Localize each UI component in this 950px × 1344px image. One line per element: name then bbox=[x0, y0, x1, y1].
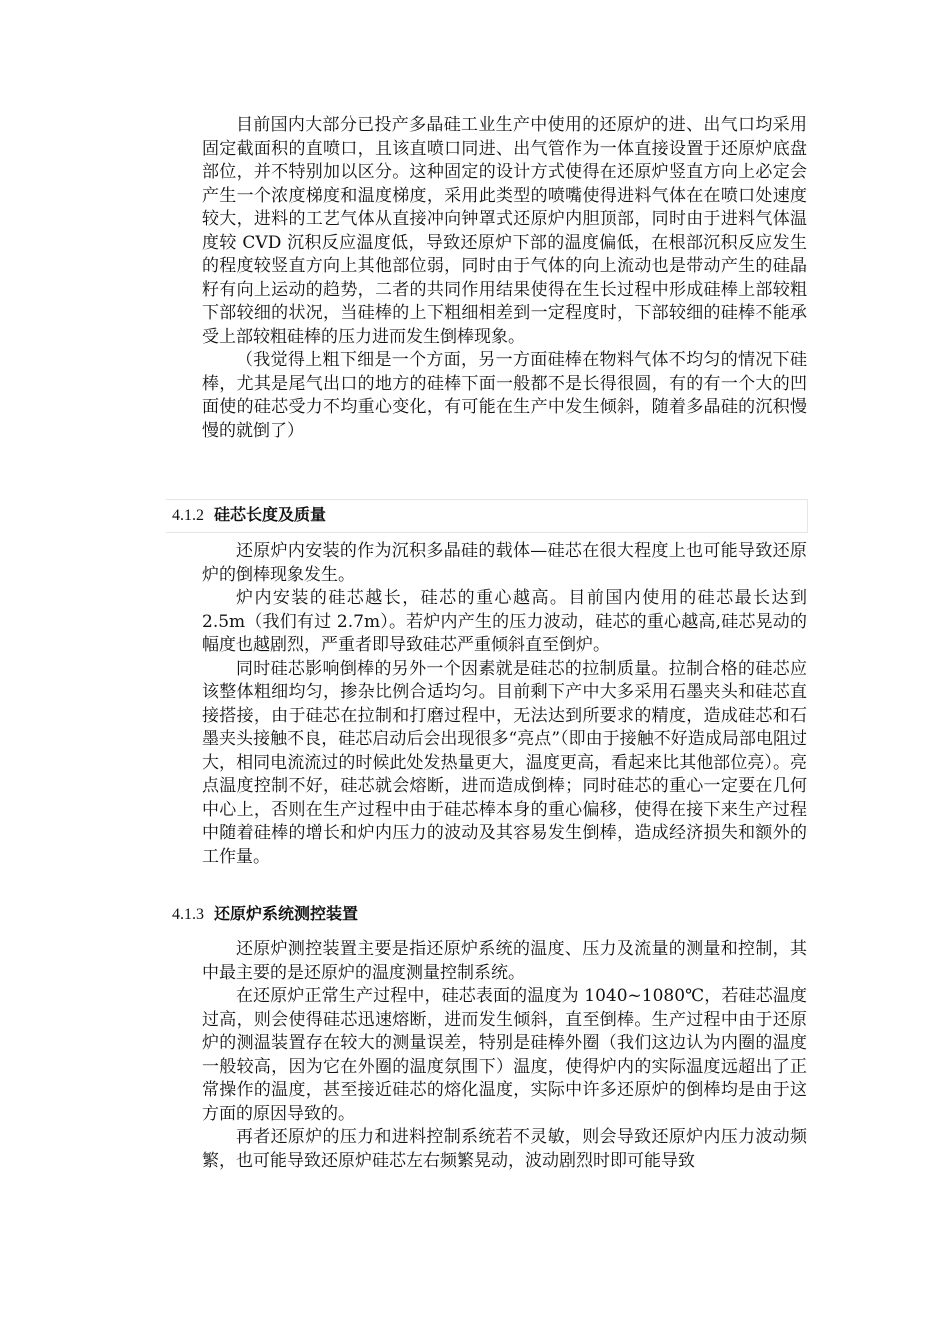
section-4-1-3-body bbox=[202, 938, 807, 1173]
paragraph: 炉内安装的硅芯越长，硅芯的重心越高。目前国内使用的硅芯最长达到 2.5m（我们有过 2.7m）。若炉内产生的压力波动，硅芯的重心越高,硅芯晃动的幅度也越剧烈，严重者即导致硅芯严重倾斜直至倒炉。 bbox=[202, 588, 807, 655]
paragraph: 同时硅芯影响倒棒的另外一个因素就是硅芯的拉制质量。拉制合格的硅芯应该整体粗细均匀，掺杂比例合适均匀。目前剩下产中大多采用石墨夹头和硅芯直接搭接，由于硅芯在拉制和打磨过程中，无法达到所要求的精度，造成硅芯和石墨夹头接触不良，硅芯启动后会出现很多“亮点”（即由于接触不好造成局部电阻过大，相同电流流过的时候此处发热量更大，温度更高，看起来比其他部位亮）。亮点温度控制不好，硅芯就会熔断，进而造成倒棒；同时硅芯的重心一定要在几何中心上，否则在生产过程中由于硅芯棒本身的重心偏移，使得在接下来生产过程中随着硅棒的增长和炉内压力的波动及其容易发生倒棒，造成经济损失和额外的工作量。 bbox=[202, 658, 807, 867]
paragraph: 还原炉内安装的作为沉积多晶硅的载体—硅芯在很大程度上也可能导致还原炉的倒棒现象发生。 bbox=[202, 541, 807, 585]
section-number: 4.1.2 bbox=[172, 507, 204, 524]
paragraph: 目前国内大部分已投产多晶硅工业生产中使用的还原炉的进、出气口均采用固定截面积的直喷口，且该直喷口同进、出气管作为一体直接设置于还原炉底盘部位，并不特别加以区分。这种固定的设计方式使得在还原炉竖直方向上必定会产生一个浓度梯度和温度梯度，采用此类型的喷嘴使得进料气体在在喷口处速度较大，进料的工艺气体从直接冲向钟罩式还原炉内胆顶部，同时由于进料气体温度较 CVD 沉积反应温度低，导致还原炉下部的温度偏低，在根部沉积反应发生的程度较竖直方向上其他部位弱，同时由于气体的向上流动也是带动产生的硅晶籽有向上运动的趋势，二者的共同作用结果使得在生长过程中形成硅棒上部较粗下部较细的状况，当硅棒的上下粗细相差到一定程度时，下部较细的硅棒不能承受上部较粗硅棒的压力进而发生倒棒现象。 bbox=[202, 115, 807, 347]
paragraph: 还原炉测控装置主要是指还原炉系统的温度、压力及流量的测量和控制，其中最主要的是还原炉的温度测量控制系统。 bbox=[202, 939, 807, 983]
section-title: 硅芯长度及质量 bbox=[214, 505, 327, 524]
paragraph: 在还原炉正常生产过程中，硅芯表面的温度为 1040~1080℃，若硅芯温度过高，则会使得硅芯迅速熔断，进而发生倾斜，直至倒棒。生产过程中由于还原炉的测温装置存在较大的测量误差，特别是硅棒外圈（我们这边认为内圈的温度一般较高，因为它在外圈的温度氛围下）温度，使得炉内的实际温度远超出了正常操作的温度，甚至接近硅芯的熔化温度，实际中许多还原炉的倒棒均是由于这方面的原因导致的。 bbox=[202, 986, 807, 1124]
intro-section bbox=[202, 114, 807, 443]
section-number: 4.1.3 bbox=[172, 906, 204, 923]
paragraph: 再者还原炉的压力和进料控制系统若不灵敏，则会导致还原炉内压力波动频繁，也可能导致还原炉硅芯左右频繁晃动，波动剧烈时即可能导致 bbox=[202, 1127, 807, 1171]
paragraph: （我觉得上粗下细是一个方面，另一方面硅棒在物料气体不均匀的情况下硅棒，尤其是尾气出口的地方的硅棒下面一般都不是长得很圆，有的有一个大的凹面使的硅芯受力不均重心变化，有可能在生产中发生倾斜，随着多晶硅的沉积慢慢的就倒了） bbox=[202, 350, 807, 441]
section-heading-4-1-2 bbox=[172, 504, 326, 527]
section-4-1-2-body bbox=[202, 540, 807, 869]
section-heading-4-1-3 bbox=[172, 903, 358, 926]
section-title: 还原炉系统测控装置 bbox=[214, 904, 359, 923]
